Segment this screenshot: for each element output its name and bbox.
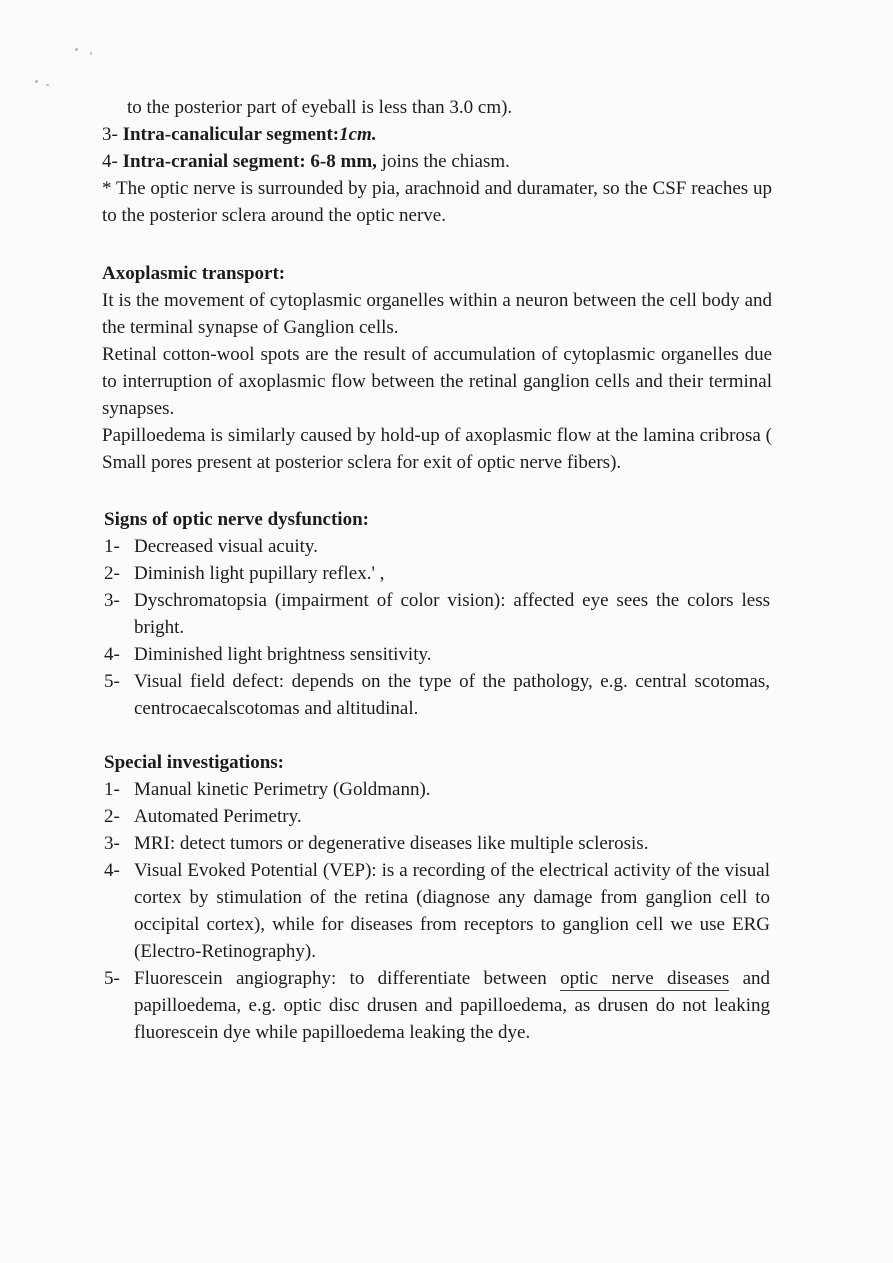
- item-text: Fluorescein angiography: to differentiate between: [134, 968, 561, 989]
- item-number: 4-: [102, 151, 118, 172]
- item-number: 3-: [104, 590, 120, 611]
- list-item: [104, 641, 770, 668]
- scan-speck: [90, 52, 92, 55]
- item-number: 3-: [104, 833, 120, 854]
- segment-label: Intra-canalicular segment:: [122, 124, 340, 145]
- segment-item-3: [102, 121, 772, 148]
- scan-speck: [46, 84, 49, 86]
- item-text: Visual field defect: depends on the type of the pathology, e.g. central scotomas, centrocaecalscotomas and altitudinal.: [134, 671, 770, 719]
- paragraph: It is the movement of cytoplasmic organelles within a neuron between the cell body and the terminal synapse of Ganglion cells.: [102, 290, 772, 338]
- list-item: [104, 965, 770, 1046]
- section-heading: Signs of optic nerve dysfunction:: [104, 509, 369, 530]
- item-number: 2-: [104, 563, 120, 584]
- item-text: Diminish light pupillary reflex.' ,: [134, 563, 385, 584]
- segment-text: joins the chiasm.: [376, 151, 510, 172]
- csf-note: * The optic nerve is surrounded by pia, arachnoid and duramater, so the CSF reaches up to the posterior sclera around the optic nerve.: [102, 178, 772, 226]
- item-number: 1-: [104, 779, 120, 800]
- underlined-text: optic nerve diseases: [560, 968, 730, 989]
- item-text: Manual kinetic Perimetry (Goldmann).: [134, 779, 431, 800]
- item-text: Dyschromatopsia (impairment of color vision): affected eye sees the colors less bright.: [134, 590, 770, 638]
- list-item: [104, 533, 770, 560]
- section-heading: Special investigations:: [104, 752, 284, 773]
- list-item: [104, 776, 770, 803]
- list-item: [104, 857, 770, 965]
- item-text: Automated Perimetry.: [134, 806, 302, 827]
- intro-section: [102, 94, 772, 229]
- item-number: 4-: [104, 644, 120, 665]
- item-number: 5-: [104, 968, 120, 989]
- intro-continuation-line: to the posterior part of eyeball is less than 3.0 cm).: [127, 97, 513, 118]
- scan-speck: [35, 80, 38, 83]
- item-number: 1-: [104, 536, 120, 557]
- item-number: 2-: [104, 806, 120, 827]
- item-text: Visual Evoked Potential (VEP): is a recording of the electrical activity of the visual cortex by stimulation of the retina (diagnose any damage from ganglion cell to occipital cortex), while for diseases from receptors to ganglion cell we use ERG (Electro-Retinography).: [134, 860, 770, 962]
- segment-label: Intra-cranial segment: 6-8 mm,: [122, 151, 377, 172]
- item-number: 5-: [104, 671, 120, 692]
- item-text: and papilloedema, e.g. optic disc drusen and papilloedema, as drusen do not leaking fluorescein dye while papilloedema leaking the dye.: [134, 968, 770, 1043]
- segment-value: 1cm.: [339, 124, 377, 145]
- list-item: [104, 668, 770, 722]
- segment-item-4: [102, 148, 772, 175]
- list-item: [104, 560, 770, 587]
- item-text: Decreased visual acuity.: [134, 536, 318, 557]
- paragraph: Retinal cotton-wool spots are the result of accumulation of cytoplasmic organelles due to interruption of axoplasmic flow between the retinal ganglion cells and their terminal synapses.: [102, 344, 772, 419]
- item-number: 4-: [104, 860, 120, 881]
- section-heading: Axoplasmic transport:: [102, 263, 286, 284]
- item-number: 3-: [102, 124, 118, 145]
- list-item: [104, 830, 770, 857]
- signs-section: [104, 506, 770, 722]
- list-item: [104, 803, 770, 830]
- list-item: [104, 587, 770, 641]
- axoplasmic-section: [102, 260, 772, 476]
- item-text: MRI: detect tumors or degenerative diseases like multiple sclerosis.: [134, 833, 649, 854]
- paragraph: Papilloedema is similarly caused by hold-up of axoplasmic flow at the lamina cribrosa ( Small pores present at posterior sclera for exit of optic nerve fibers).: [102, 425, 772, 473]
- investigations-section: [104, 749, 770, 1046]
- scan-speck: [75, 48, 78, 51]
- item-text: Diminished light brightness sensitivity.: [134, 644, 432, 665]
